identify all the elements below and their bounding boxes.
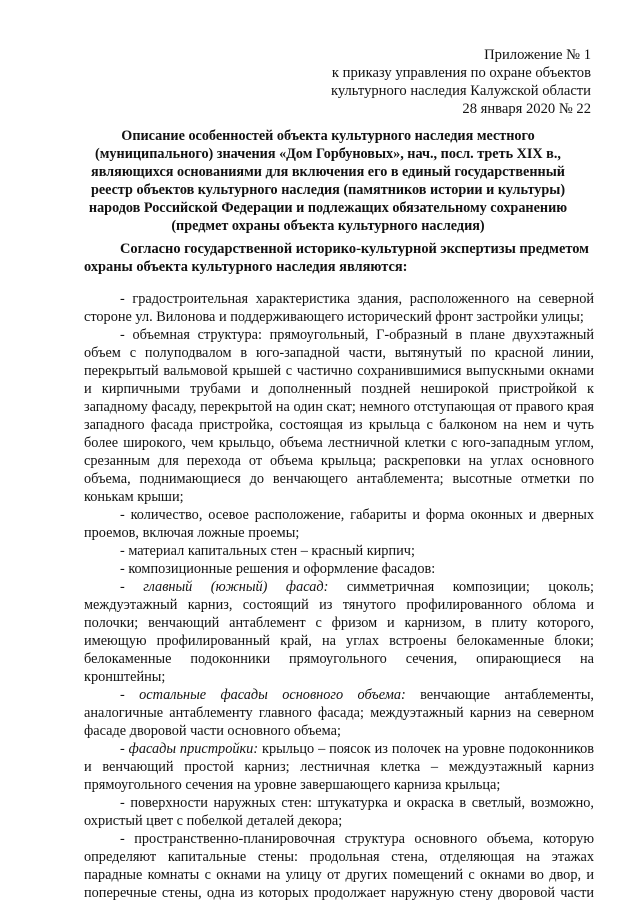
title-line-3: являющихся основаниями для включения его в единый государственный	[91, 164, 565, 180]
annex-facades-text: крыльцо – поясок из полочек на уровне подоконников и венчающий простой карниз; лестничная клетка – междуэтажный карниз прямоугольного сечения на уровне завершающего карниза крыльца;	[84, 741, 595, 793]
paragraph-volume-structure: - объемная структура: прямоугольный, Г-образный в плане двухэтажный объем с полуподвалом в юго-западной части, вытянутый по красной линии, перекрытый вальмовой крышей с частично сохранившимися выпускными окнами и кирпичными трубами и дополненный поздней неширокой пристройкой к западному фасаду, перекрытой на один скат; немного отступающая от правого края западного фасада пристройка, состоящая из крыльца с балконом на нем и чуть более широкого, чем крыльцо, объема лестничной клетки с юго-западным углом, срезанным для перехода от объема крыльца; раскреповки на углах основного объема, поднимающиеся до венчающего антаблемента; высотные отметки по конькам крыши;	[84, 327, 594, 505]
intro-heading	[84, 240, 594, 276]
appendix-authority-line: культурного наследия Калужской области	[330, 83, 591, 99]
paragraph-wall-surfaces: - поверхности наружных стен: штукатурка и окраска в светлый, возможно, охристый цвет с побелкой деталей декора;	[84, 795, 594, 829]
title-line-2: (муниципального) значения «Дом Горбуновых», нач., посл. треть XIX в.,	[95, 146, 561, 162]
paragraph-main-facade	[84, 578, 594, 686]
appendix-number: Приложение № 1	[484, 47, 591, 63]
title-line-6: (предмет охраны объекта культурного наследия)	[171, 218, 485, 234]
main-facade-text: симметричная композиции; цоколь; междуэтажный карниз, состоящий из тянутого профилированного облома и полочки; венчающий антаблемент с фризом и карнизом, в плиту которого, имеющую профилированный край, на углах встроены белокаменные блоки; белокаменные подоконники прямоугольного сечения, опирающиеся на кронштейны;	[84, 579, 594, 685]
title-line-4: реестр объектов культурного наследия (памятников истории и культуры)	[90, 182, 566, 198]
paragraph-wall-material: - материал капитальных стен – красный кирпич;	[120, 543, 415, 559]
paragraph-annex-facades	[84, 740, 594, 794]
annex-facades-label: - фасады пристройки:	[120, 741, 259, 757]
paragraph-planning-structure: - пространственно-планировочная структура основного объема, которую определяют капитальные стены: продольная стена, отделяющая на этажах парадные комнаты с окнами на улицу от других помещений с окнами во двор, и поперечные стены, одна из которых продолжает наружную стену дворовой части	[84, 831, 594, 901]
title-line-1: Описание особенностей объекта культурного наследия местного	[121, 128, 535, 144]
appendix-header	[331, 46, 591, 118]
other-facades-label: - остальные фасады основного объема:	[120, 687, 406, 703]
paragraph-other-facades	[84, 686, 594, 740]
paragraph-openings: - количество, осевое расположение, габариты и форма оконных и дверных проемов, включая ложные проемы;	[84, 507, 594, 541]
other-facades-text: венчающие антаблементы, аналогичные антаблементу главного фасада; междуэтажный карниз на северном фасаде дворовой части основного объема;	[84, 687, 594, 739]
paragraph-urban-planning: - градостроительная характеристика здания, расположенного на северной стороне ул. Вилонова и поддерживающего исторический фронт застройки улицы;	[84, 291, 594, 325]
appendix-order-line: к приказу управления по охране объектов	[331, 65, 591, 81]
main-facade-label: - главный (южный) фасад:	[120, 579, 329, 595]
title-line-5: народов Российской Федерации и подлежащих обязательному сохранению	[88, 200, 568, 216]
paragraph-facades-intro: - композиционные решения и оформление фасадов:	[120, 561, 436, 577]
protection-subject-list	[84, 290, 594, 902]
intro-line-2: охраны объекта культурного наследия являются:	[84, 259, 408, 275]
document-title	[68, 127, 588, 235]
appendix-date: 28 января 2020 № 22	[462, 101, 591, 117]
intro-line-1: Согласно государственной историко-культурной экспертизы предметом	[120, 241, 589, 257]
